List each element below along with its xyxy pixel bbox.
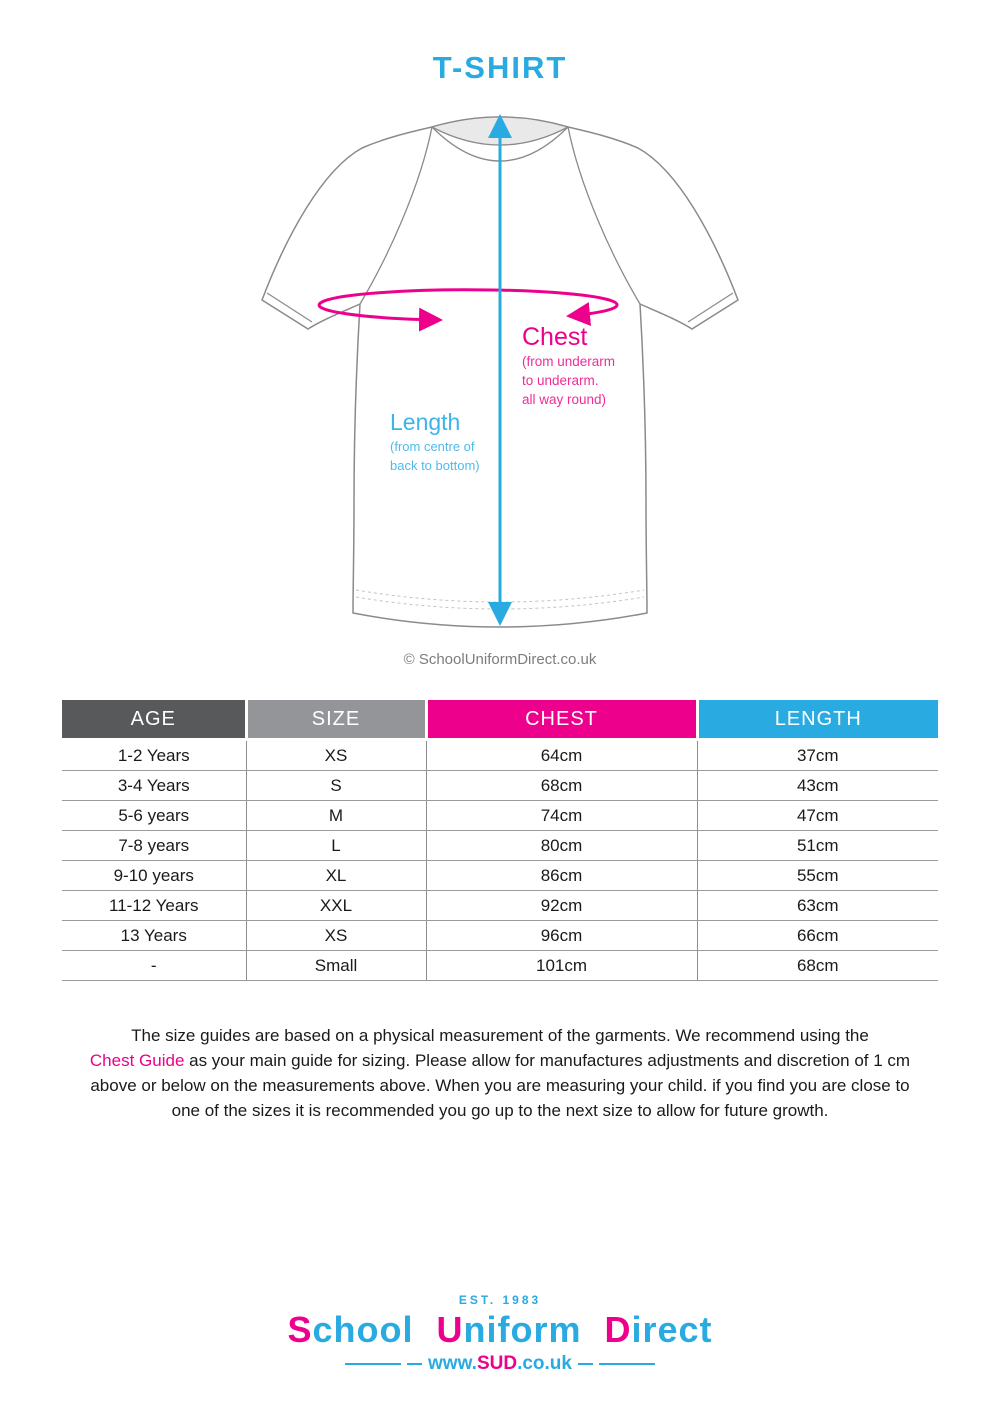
cell-chest: 96cm (426, 921, 697, 951)
cell-size: XL (246, 861, 426, 891)
cell-age: 5-6 years (62, 801, 246, 831)
chest-sub-text: all way round) (522, 392, 607, 407)
cell-length: 37cm (697, 740, 938, 771)
note-line: The size guides are based on a physical measurement of the garments. We recommend using the (131, 1026, 869, 1045)
brand-initial: S (287, 1309, 313, 1350)
cell-length: 55cm (697, 861, 938, 891)
brand-word-rest: niform (463, 1309, 582, 1350)
cell-chest: 80cm (426, 831, 697, 861)
col-header-size: SIZE (246, 700, 426, 740)
cell-size: L (246, 831, 426, 861)
table-row (62, 740, 938, 771)
url-text (428, 1353, 572, 1375)
cell-chest: 86cm (426, 861, 697, 891)
dash-line (578, 1363, 593, 1365)
cell-chest: 101cm (426, 951, 697, 981)
cell-chest: 68cm (426, 771, 697, 801)
cell-chest: 92cm (426, 891, 697, 921)
dash-line (599, 1363, 655, 1365)
brand-word-rest: irect (631, 1309, 713, 1350)
brand-initial: D (604, 1309, 632, 1350)
cell-size: M (246, 801, 426, 831)
table-row (62, 831, 938, 861)
table-row (62, 801, 938, 831)
page-title: T-SHIRT (432, 50, 568, 85)
col-header-age: AGE (62, 700, 246, 740)
cell-length: 66cm (697, 921, 938, 951)
table-row (62, 861, 938, 891)
brand-url (0, 1353, 1000, 1375)
size-table-header-row (62, 700, 938, 740)
cell-age: 1-2 Years (62, 740, 246, 771)
length-sub-text: (from centre of (390, 439, 475, 454)
brand-initial: U (436, 1309, 464, 1350)
length-label: Length (390, 409, 461, 435)
length-sub-text: back to bottom) (390, 458, 480, 473)
cell-age: 13 Years (62, 921, 246, 951)
cell-length: 68cm (697, 951, 938, 981)
chest-sub-text: to underarm. (522, 373, 599, 388)
note-line: one of the sizes it is recommended you go up to the next size to allow for future growth. (171, 1101, 829, 1120)
cell-size: XS (246, 921, 426, 951)
table-row (62, 951, 938, 981)
col-header-length: LENGTH (697, 700, 938, 740)
col-header-chest: CHEST (426, 700, 697, 740)
cell-size: Small (246, 951, 426, 981)
tshirt-diagram (250, 92, 750, 649)
cell-length: 47cm (697, 801, 938, 831)
cell-length: 51cm (697, 831, 938, 861)
url-pre: www. (428, 1353, 477, 1374)
dash-line (345, 1363, 401, 1365)
cell-length: 43cm (697, 771, 938, 801)
chest-label: Chest (522, 323, 588, 351)
chest-guide-highlight: Chest Guide (89, 1051, 185, 1070)
brand-name (0, 1309, 1000, 1351)
cell-age: 11-12 Years (62, 891, 246, 921)
table-row (62, 891, 938, 921)
cell-age: 3-4 Years (62, 771, 246, 801)
cell-age: 9-10 years (62, 861, 246, 891)
table-row (62, 921, 938, 951)
note-line: above or below on the measurements above. When you are measuring your child. if you find you are close to (90, 1076, 910, 1095)
dash-line (407, 1363, 422, 1365)
brand-word (287, 1309, 413, 1350)
size-table (62, 700, 938, 981)
cell-size: S (246, 771, 426, 801)
cell-age: - (62, 951, 246, 981)
brand-word (436, 1309, 581, 1350)
brand-word-rest: chool (312, 1309, 414, 1350)
tshirt-illustration (250, 92, 750, 644)
brand-logo (0, 1293, 1000, 1375)
cell-chest: 64cm (426, 740, 697, 771)
cell-size: XXL (246, 891, 426, 921)
brand-word (605, 1309, 713, 1350)
url-post: .co.uk (517, 1353, 572, 1374)
table-row (62, 771, 938, 801)
cell-chest: 74cm (426, 801, 697, 831)
cell-length: 63cm (697, 891, 938, 921)
url-mid: SUD (476, 1353, 518, 1374)
chest-sub-text: (from underarm (522, 354, 616, 369)
cell-age: 7-8 years (62, 831, 246, 861)
sizing-note (0, 1023, 1000, 1123)
copyright-text: © SchoolUniformDirect.co.uk (403, 651, 597, 668)
note-line-text: as your main guide for sizing. Please allow for manufactures adjustments and discretion of 1 cm (184, 1051, 911, 1070)
cell-size: XS (246, 740, 426, 771)
established-text: EST. 1983 (458, 1293, 542, 1307)
note-line (0, 1048, 1000, 1073)
